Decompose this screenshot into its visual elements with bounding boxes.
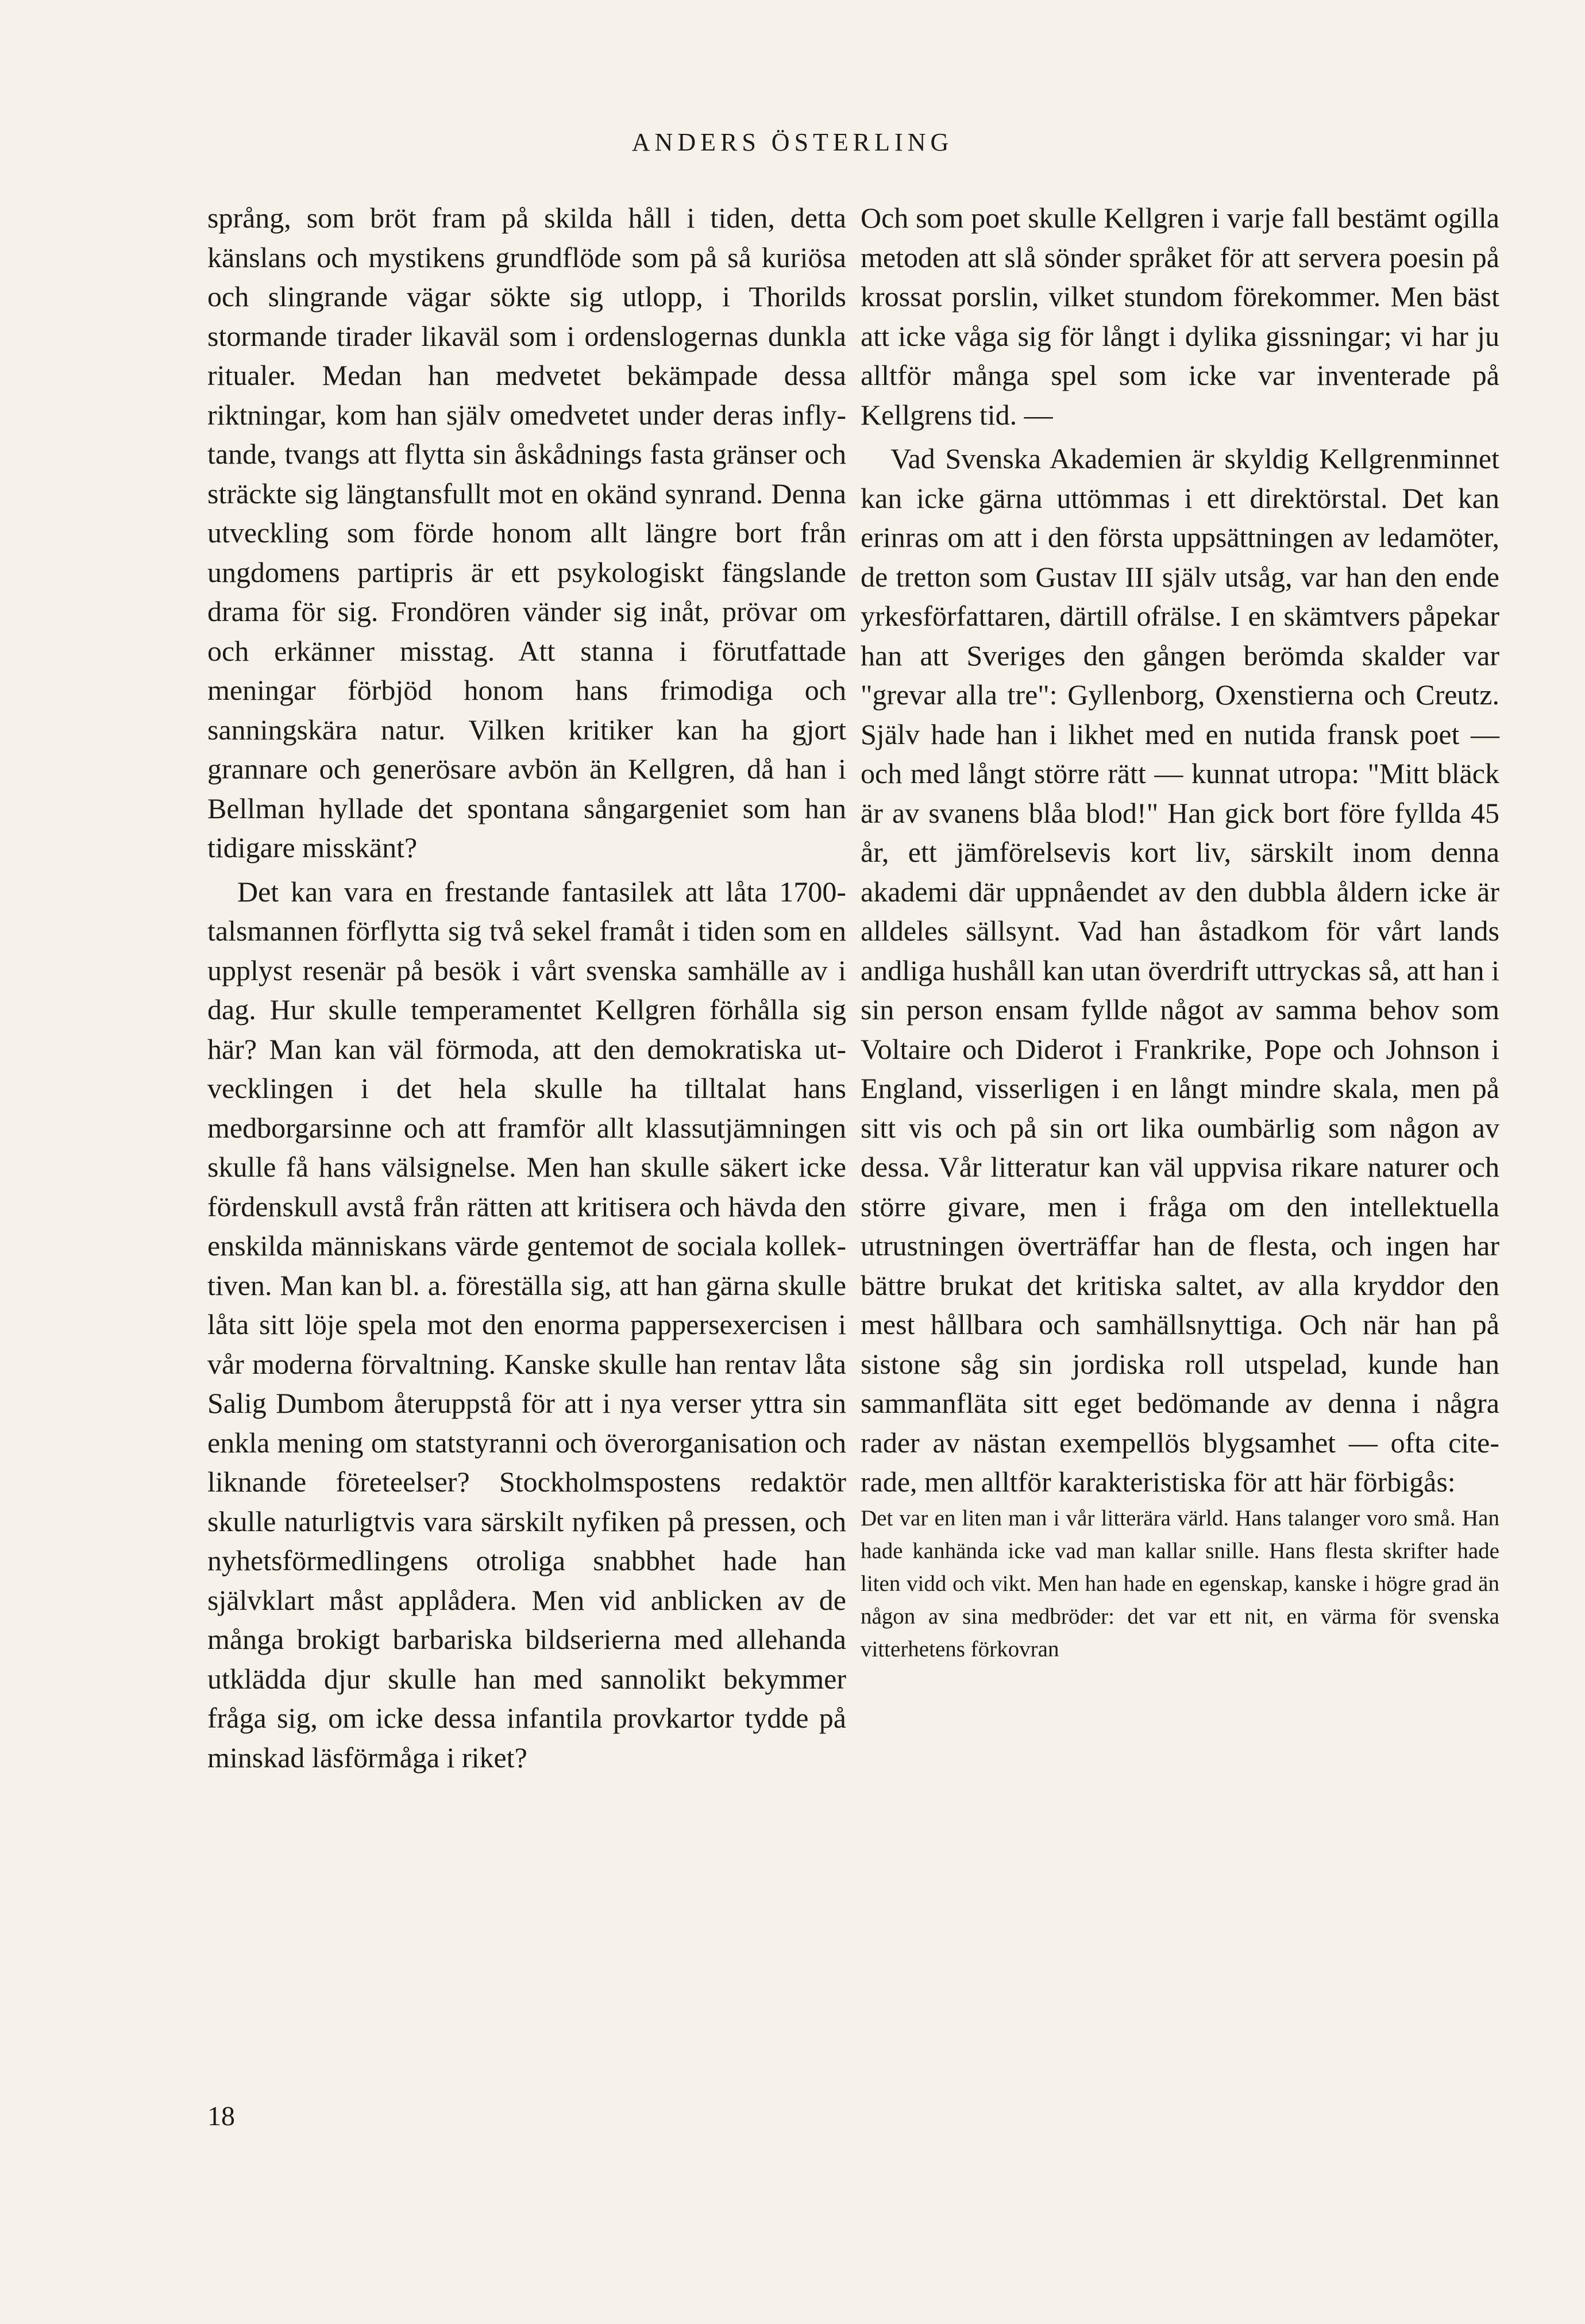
left-paragraph-1: språng, som bröt fram på skilda håll i tiden, detta känslans och mystikens grundflöde som på så kuriösa och slingrande vägar sökte sig utlopp, i Thorilds stormande tirader likaväl som i ordenslogernas dunkla ritualer. Medan han medvetet bekämpade dessa riktningar, kom han själv omedvetet under deras inflytande, tvangs att flytta sin åskådnings fasta gränser och sträckte sig längtansfullt mot en okänd synrand. Denna utveckling som förde honom allt längre bort från ungdomens partipris är ett psykologiskt fängslande drama för sig. Frondören vänder sig inåt, prövar om och erkänner misstag. Att stanna i förutfattade meningar förbjöd honom hans frimodiga och sanningskära natur. Vilken kritiker kan ha gjort grannare och generösare avbön än Kellgren, då han i Bellman hyllade det spontana sångargeniet som han tidigare misskänt?	[207, 202, 846, 864]
running-header: ANDERS ÖSTERLING	[631, 128, 954, 156]
right-column	[861, 198, 1499, 1666]
right-paragraph-2: Vad Svenska Akademien är skyldig Kellgrenminnet kan icke gärna uttömmas i ett direktörstal. Det kan erinras om att i den första uppsättningen av ledamöter, de tretton som Gustav III själv utsåg, var han den ende yrkesförfattaren, därtill ofrälse. I en skämtvers påpekar han att Sveriges den gången berömda skalder var "grevar alla tre": Gyllenborg, Oxenstierna och Creutz. Själv hade han i likhet med en nutida fransk poet — och med långt större rätt — kunnat utropa: "Mitt bläck är av svanens blåa blod!" Han gick bort före fyllda 45 år, ett jämförelsevis kort liv, särskilt inom denna akademi där uppnåendet av den dubbla åldern icke är alldeles sällsynt. Vad han åstadkom för vårt lands andliga hushåll kan utan överdrift uttryckas så, att han i sin person ensam fyllde något av samma behov som Voltaire och Diderot i Frankrike, Pope och Johnson i England, visserligen i en långt mindre skala, men på sitt vis och på sin ort lika oumbärlig som någon av dessa. Vår litteratur kan väl uppvisa rikare naturer och större givare, men i fråga om den intellektuella utrustningen överträffar han de flesta, och ingen har bättre brukat det kritiska saltet, av alla kryddor den mest hållbara och samhällsnyttiga. Och när han på sistone såg sin jordiska roll utspelad, kunde han sammanfläta sitt eget bedömande av denna i några rader av nästan exempellös blygsamhet — ofta citerade, men alltför karakteristiska för att här förbigås:	[861, 442, 1499, 1498]
left-column	[207, 198, 846, 1777]
block-quote: Det var en liten man i vår litterära värld. Hans talanger voro små. Han hade kanhända icke vad man kallar snille. Hans flesta skrifter hade liten vidd och vikt. Men han hade en egenskap, kanske i högre grad än någon av sina medbröder: det var ett nit, en värma för svenska vitterhetens förkovran	[861, 1505, 1499, 1662]
right-paragraph-1: Och som poet skulle Kellgren i varje fall bestämt ogilla metoden att slå sönder språket för att servera poesin på krossat porslin, vilket stundom förekommer. Men bäst att icke våga sig för långt i dylika gissningar; vi har ju alltför många spel som icke var inventerade på Kellgrens tid. —	[861, 202, 1499, 431]
left-paragraph-2: Det kan vara en frestande fantasilek att låta 1700-talsmannen förflytta sig två sekel framåt i tiden som en upplyst resenär på besök i vårt svenska samhälle av i dag. Hur skulle temperamentet Kellgren förhålla sig här? Man kan väl förmoda, att den demokratiska utvecklingen i det hela skulle ha tilltalat hans medborgarsinne och att framför allt klassutjämningen skulle få hans välsignelse. Men han skulle säkert icke fördenskull avstå från rätten att kritisera och hävda den enskilda människans värde gentemot de sociala kollektiven. Man kan bl. a. föreställa sig, att han gärna skulle låta sitt löje spela mot den enorma pappersexercisen i vår moderna förvaltning. Kanske skulle han rentav låta Salig Dumbom återuppstå för att i nya verser yttra sin enkla mening om statstyranni och överorganisation och liknande företeelser? Stockholmspostens redaktör skulle naturligtvis vara särskilt nyfiken på pressen, och nyhetsförmedlingens otroliga snabbhet hade han självklart måst applådera. Men vid anblicken av de många brokigt barbariska bildserierna med allehanda utklädda djur skulle han med sannolikt bekymmer fråga sig, om icke dessa infantila provkartor tydde på minskad läsförmåga i riket?	[207, 875, 846, 1774]
page-number: 18	[207, 2101, 235, 2132]
